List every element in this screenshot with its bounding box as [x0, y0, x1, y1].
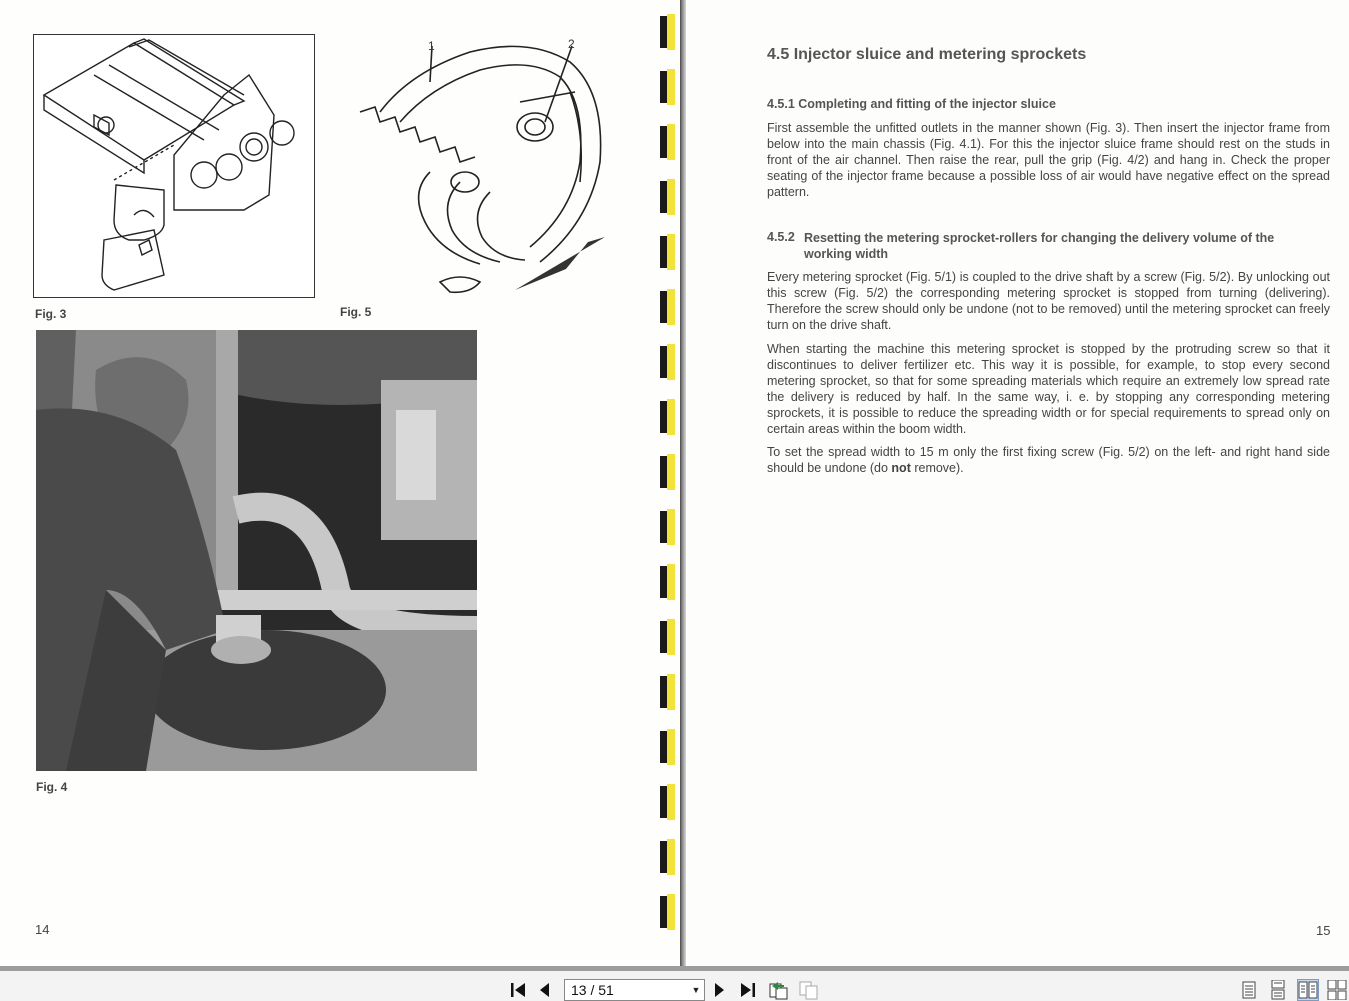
fig-5-caption: Fig. 5 — [340, 305, 372, 319]
page-indicator: 13 / 51 — [571, 982, 614, 998]
last-page-icon — [739, 981, 757, 999]
paragraph-3-text-after: remove). — [910, 461, 964, 475]
metering-sprocket-drawing — [340, 32, 615, 300]
facing-view-button[interactable] — [1297, 979, 1319, 1001]
page-number-select[interactable] — [564, 979, 705, 1001]
first-page-icon — [509, 981, 527, 999]
continuous-facing-view-button[interactable] — [1326, 979, 1348, 1001]
fig-4-photo — [36, 330, 477, 771]
next-view-icon — [798, 980, 820, 1000]
subsection-2-title: Resetting the metering sprocket-rollers for changing the delivery volume of the working width — [804, 231, 1275, 261]
subsection-2-paragraph-3 — [767, 444, 1330, 476]
next-page-icon — [713, 981, 727, 999]
subsection-1-title: 4.5.1 Completing and fitting of the injector sluice — [767, 97, 1056, 111]
first-page-button[interactable] — [508, 979, 528, 1001]
single-page-view-button[interactable] — [1238, 979, 1260, 1001]
subsection-1-paragraph: First assemble the unfitted outlets in the manner shown (Fig. 3). Then insert the injector frame from below into the main chassis (Fig. 4.1). For this the injector sluice frame should rest on the studs in front of the air channel. Then raise the rear, pull the grip (Fig. 4/2) and hang in. Check the proper seating of the injector frame because a possible loss of air would have negative effect on the spread pattern. — [767, 121, 1330, 199]
section-title: 4.5 Injector sluice and metering sprockets — [767, 46, 1087, 63]
previous-page-button[interactable] — [536, 979, 552, 1001]
fig-4-caption: Fig. 4 — [36, 780, 68, 794]
previous-view-button[interactable] — [767, 979, 791, 1001]
previous-page-icon — [537, 981, 551, 999]
left-page — [0, 0, 680, 966]
chevron-down-icon: ▼ — [691, 985, 701, 995]
fig-3-frame — [33, 34, 315, 298]
paragraph-3-bold-not: not — [891, 461, 911, 475]
paragraph-3-text-before: To set the spread width to 15 m only the first fixing screw (Fig. 5/2) on the left- and right hand side should be undone (do — [767, 445, 1330, 475]
fig-5-callout-1: 1 — [428, 39, 435, 53]
right-page-number: 15 — [1316, 923, 1331, 938]
viewer-toolbar — [0, 966, 1349, 1001]
next-view-button[interactable] — [797, 979, 821, 1001]
subsection-2-paragraph-2: When starting the machine this metering sprocket is stopped by the protruding screw so that it discontinues to deliver fertilizer etc. This way it is possible, for example, to stop every second metering sprocket, so that for some spreading materials which require an extremely low spread rate the delivery is reduced by half. In the same way, i. e. by stopping any corresponding metering sprockets, it is possible to reduce the spreading width or for special requirements to spread only on certain areas within the boom width. — [767, 342, 1330, 436]
facing-pages-icon — [1298, 981, 1318, 999]
right-page — [686, 0, 1349, 966]
continuous-page-icon — [1270, 980, 1286, 1000]
injector-outlet-drawing — [34, 35, 313, 296]
left-page-number: 14 — [35, 922, 50, 937]
subsection-2-paragraph-1: Every metering sprocket (Fig. 5/1) is coupled to the drive shaft by a screw (Fig. 5/2). By unlocking out this screw (Fig. 5/2) the corresponding metering sprocket is stopped from turning (delivering). Therefore the screw should only be undone (not to be removed) until the metering sprocket can freely turn on the drive shaft. — [767, 270, 1330, 332]
fig-5-callout-2: 2 — [568, 37, 575, 51]
fig-3-caption: Fig. 3 — [35, 307, 67, 321]
last-page-button[interactable] — [738, 979, 758, 1001]
subsection-2-number: 4.5.2 — [767, 230, 795, 244]
continuous-view-button[interactable] — [1267, 979, 1289, 1001]
previous-view-icon — [768, 980, 790, 1000]
next-page-button[interactable] — [712, 979, 728, 1001]
continuous-facing-icon — [1327, 980, 1347, 1000]
single-page-icon — [1241, 981, 1257, 999]
